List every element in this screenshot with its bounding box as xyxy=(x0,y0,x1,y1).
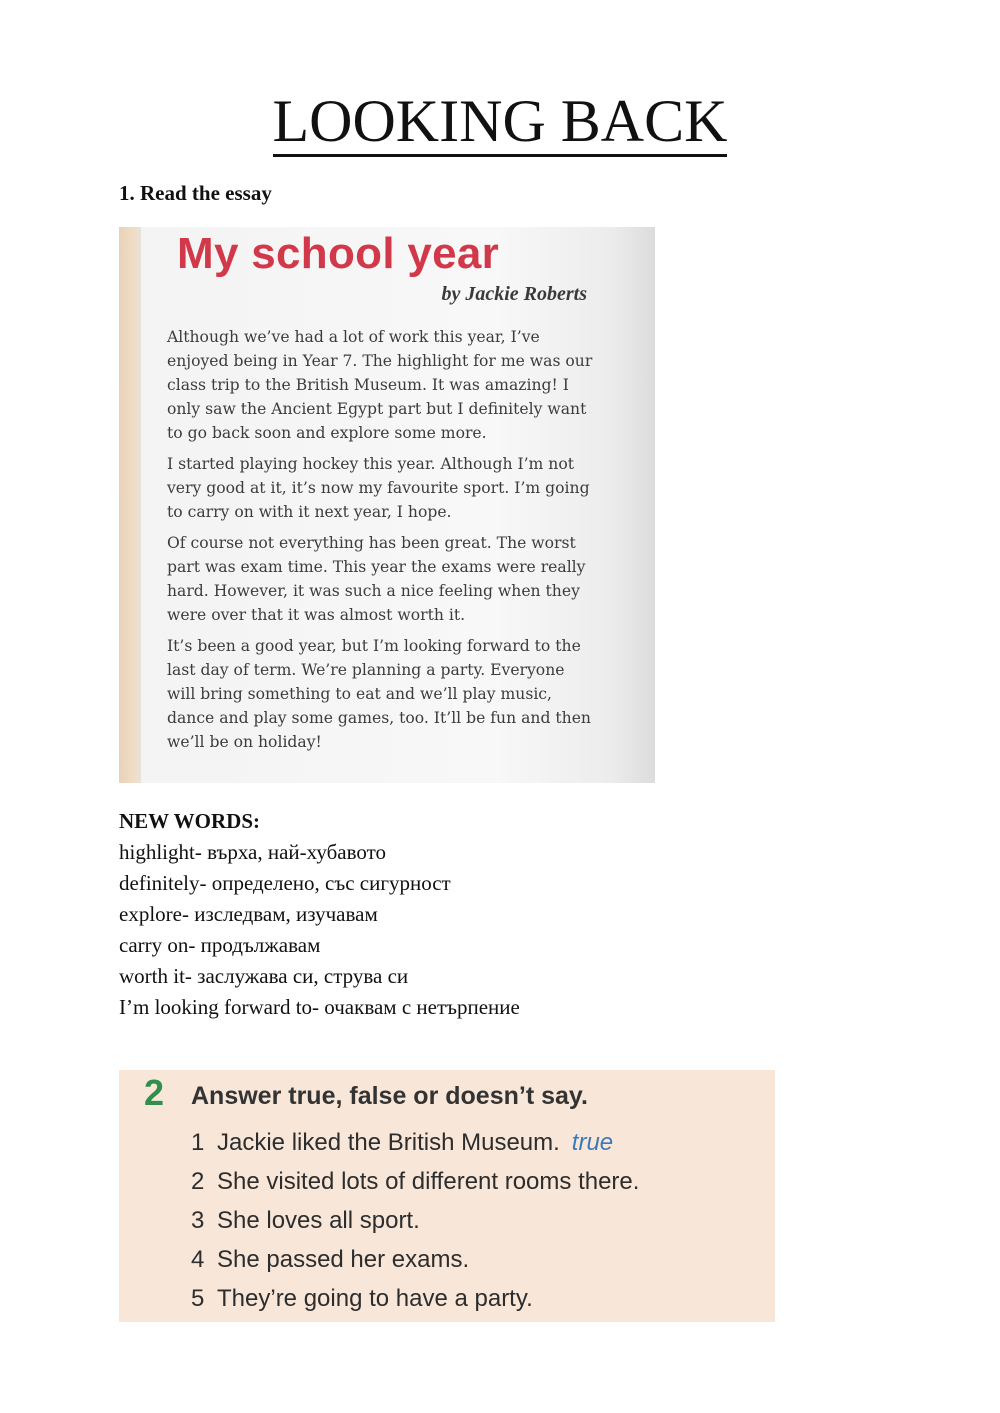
essay-paragraph: It’s been a good year, but I’m looking forward to the last day of term. We’re planning a party. Everyone will bring something to eat and we’ll play music, dance and play some games, too. It’ll be fun and then we’ll be on holiday! xyxy=(167,637,591,751)
new-word-item: I’m looking forward to- очаквам с нетърпение xyxy=(119,995,520,1019)
exercise-item xyxy=(191,1128,639,1167)
exercise-2-panel xyxy=(119,1070,775,1322)
item-text: They’re going to have a party. xyxy=(217,1285,533,1312)
exercise-item xyxy=(191,1284,639,1323)
new-word-item: carry on- продължавам xyxy=(119,933,321,957)
exercise-item xyxy=(191,1167,639,1206)
book-spine xyxy=(119,227,141,783)
item-number: 1 xyxy=(191,1129,205,1156)
item-text: She loves all sport. xyxy=(217,1207,420,1234)
item-number: 3 xyxy=(191,1207,205,1234)
item-number: 2 xyxy=(191,1168,205,1195)
essay-card xyxy=(119,227,655,783)
exercise-item xyxy=(191,1245,639,1284)
exercise-instruction: Answer true, false or doesn’t say. xyxy=(191,1082,588,1110)
exercise-items xyxy=(191,1128,639,1323)
essay-byline: by Jackie Roberts xyxy=(441,283,587,305)
new-word-item: explore- изследвам, изучавам xyxy=(119,902,378,926)
new-word-item: worth it- заслужава си, струва си xyxy=(119,964,409,988)
exercise-number: 2 xyxy=(144,1072,165,1113)
item-number: 5 xyxy=(191,1285,205,1312)
exercise-item xyxy=(191,1206,639,1245)
item-number: 4 xyxy=(191,1246,205,1273)
new-words-heading: NEW WORDS: xyxy=(119,809,261,833)
essay-body xyxy=(167,325,597,761)
task-1-instruction: 1. Read the essay xyxy=(119,181,272,205)
new-words-list xyxy=(119,806,520,1023)
item-text: She passed her exams. xyxy=(217,1246,470,1273)
page-title: LOOKING BACK xyxy=(0,86,1000,156)
item-text: Jackie liked the British Museum. xyxy=(217,1129,560,1156)
essay-heading: My school year xyxy=(177,229,500,278)
essay-paragraph: I started playing hockey this year. Although I’m not very good at it, it’s now my favourite sport. I’m going to carry on with it next year, I hope. xyxy=(167,455,590,521)
item-text: She visited lots of different rooms there. xyxy=(217,1168,640,1195)
essay-paragraph: Of course not everything has been great. The worst part was exam time. This year the exams were really hard. However, it was such a nice feeling when they were over that it was almost worth it. xyxy=(167,534,586,624)
new-word-item: highlight- върха, най-хубавото xyxy=(119,840,386,864)
item-answer: true xyxy=(571,1129,614,1156)
essay-paragraph: Although we’ve had a lot of work this year, I’ve enjoyed being in Year 7. The highlight for me was our class trip to the British Museum. It was amazing! I only saw the Ancient Egypt part but I definitely want to go back soon and explore some more. xyxy=(167,328,593,442)
new-word-item: definitely- определено, със сигурност xyxy=(119,871,451,895)
